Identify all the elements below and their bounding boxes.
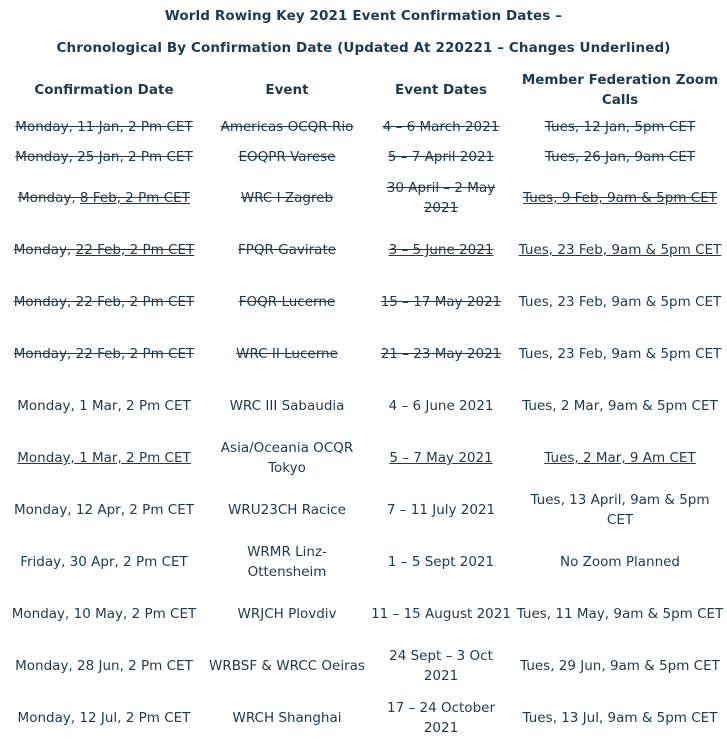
table-row: [2, 692, 726, 744]
zoom-call-cell: Tues, 2 Mar, 9 Am CET: [544, 450, 696, 466]
event-dates-cell: 24 Sept – 3 Oct 2021: [389, 648, 493, 684]
confirmation-date-cell: Monday, 25 Jan, 2 Pm CET: [15, 149, 193, 165]
header-event: Event: [265, 82, 309, 98]
page-subtitle: Chronological By Confirmation Date (Updated At 220221 – Changes Underlined): [56, 40, 671, 56]
confirmation-date-cell: Monday, 22 Feb, 2 Pm CET: [13, 294, 195, 310]
event-dates-cell: 4 – 6 March 2021: [382, 119, 500, 135]
event-dates-cell: 30 April – 2 May 2021: [386, 180, 496, 216]
event-dates-cell: 7 – 11 July 2021: [386, 502, 496, 518]
table-row: [2, 484, 726, 536]
header-zoom-calls: Member Federation Zoom Calls: [521, 72, 719, 108]
event-cell: WRMR Linz-Ottensheim: [247, 544, 327, 580]
confirmation-date-prefix: Monday,: [13, 242, 76, 258]
table-row: [2, 112, 726, 142]
zoom-call-cell: Tues, 11 May, 9am & 5pm CET: [516, 606, 724, 622]
table-row: [2, 328, 726, 380]
table-row: [2, 536, 726, 588]
confirmation-date-cell: [2, 172, 206, 224]
event-dates-cell: 21 – 23 May 2021: [380, 346, 502, 362]
table-row: [2, 380, 726, 432]
confirmation-date-prefix: Monday,: [18, 190, 80, 206]
event-cell: EOQPR Varese: [238, 149, 336, 165]
zoom-call-cell: Tues, 26 Jan, 9am CET: [544, 149, 696, 165]
confirmation-date-cell: Monday, 1 Mar, 2 Pm CET: [17, 450, 191, 466]
confirmation-date-cell: Monday, 1 Mar, 2 Pm CET: [17, 398, 191, 414]
header-confirmation-date: Confirmation Date: [34, 82, 174, 98]
confirmation-date-changed: 22 Feb, 2 Pm CET: [75, 242, 195, 258]
zoom-call-cell: Tues, 9 Feb, 9am & 5pm CET: [523, 190, 717, 206]
event-cell: WRC I Zagreb: [240, 190, 334, 206]
table-header-row: [2, 68, 726, 112]
event-cell: WRC II Lucerne: [236, 346, 338, 362]
confirmation-date-cell: Monday, 11 Jan, 2 Pm CET: [15, 119, 193, 135]
confirmation-date-cell: Monday, 10 May, 2 Pm CET: [11, 606, 197, 622]
table-row: [2, 640, 726, 692]
zoom-call-cell: Tues, 12 Jan, 5pm CET: [544, 119, 696, 135]
event-cell: WRJCH Plovdiv: [237, 606, 337, 622]
zoom-call-cell: No Zoom Planned: [559, 554, 680, 570]
confirmation-date-cell: Friday, 30 Apr, 2 Pm CET: [20, 554, 188, 570]
zoom-call-cell: Tues, 23 Feb, 9am & 5pm CET: [518, 242, 722, 258]
event-dates-cell: 5 – 7 April 2021: [387, 149, 495, 165]
zoom-call-cell: Tues, 13 Jul, 9am & 5pm CET: [522, 710, 718, 726]
event-cell: FPQR Gavirate: [237, 242, 337, 258]
event-cell: WRC III Sabaudia: [229, 398, 345, 414]
page-title: World Rowing Key 2021 Event Confirmation Dates –: [164, 8, 563, 24]
table-row: [2, 142, 726, 172]
event-dates-cell: 4 – 6 June 2021: [388, 398, 494, 414]
confirmation-date-cell: Monday, 12 Apr, 2 Pm CET: [14, 502, 194, 518]
event-dates-cell: 11 – 15 August 2021: [371, 606, 511, 622]
event-dates-cell: 17 – 24 October 2021: [386, 700, 495, 736]
table-row: [2, 276, 726, 328]
zoom-call-cell: Tues, 2 Mar, 9am & 5pm CET: [522, 398, 718, 414]
event-cell: WRBSF & WRCC Oeiras: [209, 658, 365, 674]
event-cell: WRU23CH Racice: [228, 502, 346, 518]
event-dates-cell: 15 – 17 May 2021: [380, 294, 502, 310]
event-cell: WRCH Shanghai: [232, 710, 342, 726]
table-row: [2, 172, 726, 224]
event-dates-cell: 1 – 5 Sept 2021: [387, 554, 495, 570]
table-row: [2, 432, 726, 484]
event-dates-cell: 3 – 5 June 2021: [388, 242, 494, 258]
event-dates-cell: 5 – 7 May 2021: [389, 450, 493, 466]
event-cell: Asia/Oceania OCQR Tokyo: [220, 440, 354, 476]
event-cell: Americas OCQR Rio: [220, 119, 354, 135]
event-cell: FOQR Lucerne: [238, 294, 336, 310]
zoom-call-cell: Tues, 29 Jun, 9am & 5pm CET: [520, 658, 720, 674]
table-row: [2, 224, 726, 276]
zoom-call-cell: Tues, 23 Feb, 9am & 5pm CET: [518, 294, 722, 310]
schedule-table: [2, 68, 726, 744]
confirmation-date-changed: 8 Feb, 2 Pm CET: [79, 190, 190, 206]
header-event-dates: Event Dates: [395, 82, 487, 98]
table-row: [2, 588, 726, 640]
zoom-call-cell: Tues, 13 April, 9am & 5pm CET: [530, 492, 710, 528]
confirmation-date-cell: Monday, 22 Feb, 2 Pm CET: [13, 346, 195, 362]
confirmation-date-cell: Monday, 12 Jul, 2 Pm CET: [17, 710, 191, 726]
confirmation-date-cell: [2, 224, 206, 276]
zoom-call-cell: Tues, 23 Feb, 9am & 5pm CET: [518, 346, 722, 362]
confirmation-date-cell: Monday, 28 Jun, 2 Pm CET: [15, 658, 193, 674]
